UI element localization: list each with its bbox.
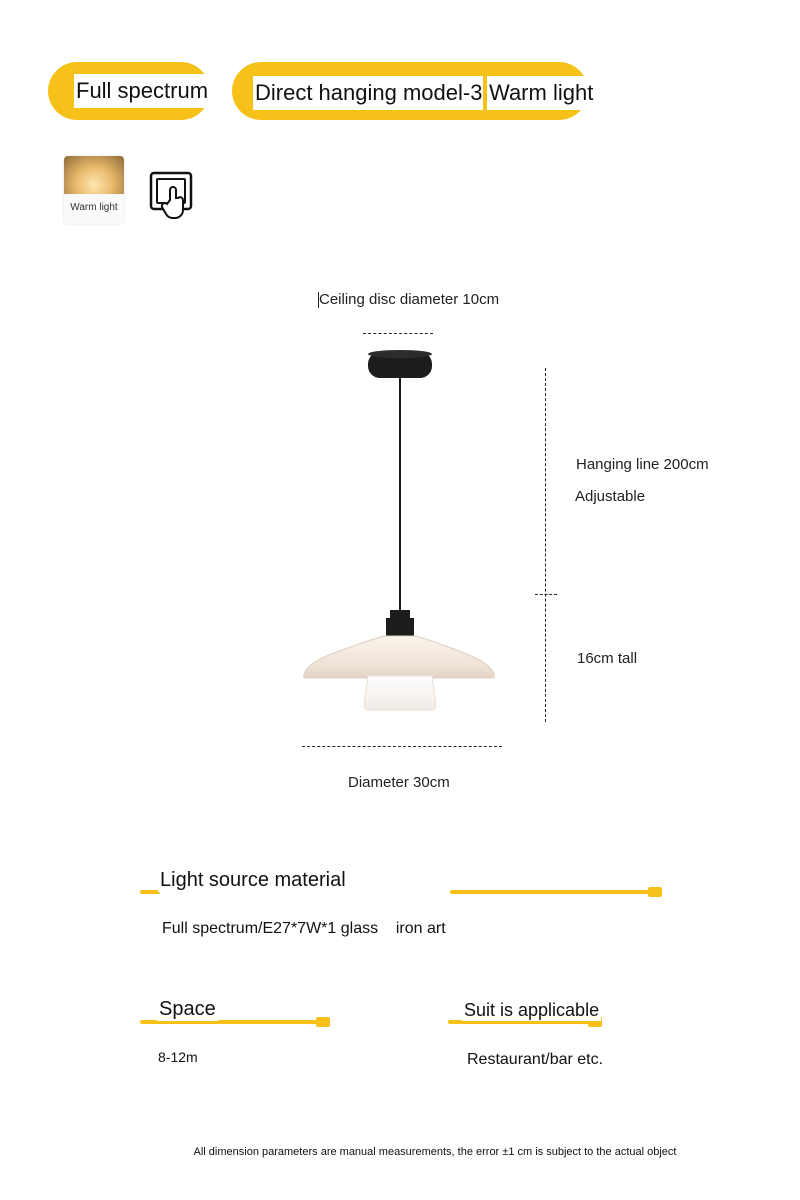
lamp-bulb-diffuser	[364, 676, 436, 710]
full-spectrum-pill[interactable]	[48, 62, 210, 120]
pendant-lamp-illustration	[290, 340, 510, 720]
height-dimension-line	[545, 368, 546, 722]
warm-light-option[interactable]	[64, 156, 124, 224]
height-label: 16cm tall	[577, 650, 638, 667]
touch-switch-icon	[148, 170, 196, 229]
model-label: Direct hanging model-3	[253, 76, 483, 110]
light-source-underline-right	[450, 890, 650, 894]
lamp-shade	[304, 636, 495, 678]
suit-value: Restaurant/bar etc.	[467, 1051, 604, 1068]
model-pill[interactable]	[232, 62, 594, 120]
light-source-value: Full spectrum/E27*7W*1 glass iron art	[162, 920, 446, 937]
warm-light-option-label: Warm light	[70, 202, 118, 213]
warm-light-swatch	[64, 156, 124, 194]
ceiling-disc-label: Ceiling disc diameter 10cm	[319, 291, 500, 308]
light-source-underline-end	[648, 887, 662, 897]
light-source-underline-left	[140, 890, 160, 894]
suit-title: Suit is applicable	[464, 1000, 600, 1020]
ceiling-disc-tick	[318, 292, 319, 308]
ceiling-canopy	[368, 350, 432, 378]
full-spectrum-label: Full spectrum	[74, 74, 210, 108]
height-divider-tick	[535, 594, 557, 595]
diameter-label: Diameter 30cm	[348, 774, 450, 791]
hanging-line-label: Hanging line 200cm	[576, 456, 709, 473]
diameter-dimension-line	[302, 746, 502, 747]
color-label: Warm light	[487, 76, 595, 110]
space-value: 8-12m	[158, 1049, 198, 1065]
space-underline-end	[316, 1017, 330, 1027]
ceiling-disc-dimension-line	[363, 333, 433, 334]
light-source-title: Light source material	[160, 869, 346, 891]
dimension-disclaimer: All dimension parameters are manual measurements, the error ±1 cm is subject to the actual object	[193, 1146, 677, 1158]
space-title: Space	[159, 998, 216, 1020]
adjustable-label: Adjustable	[575, 488, 646, 505]
